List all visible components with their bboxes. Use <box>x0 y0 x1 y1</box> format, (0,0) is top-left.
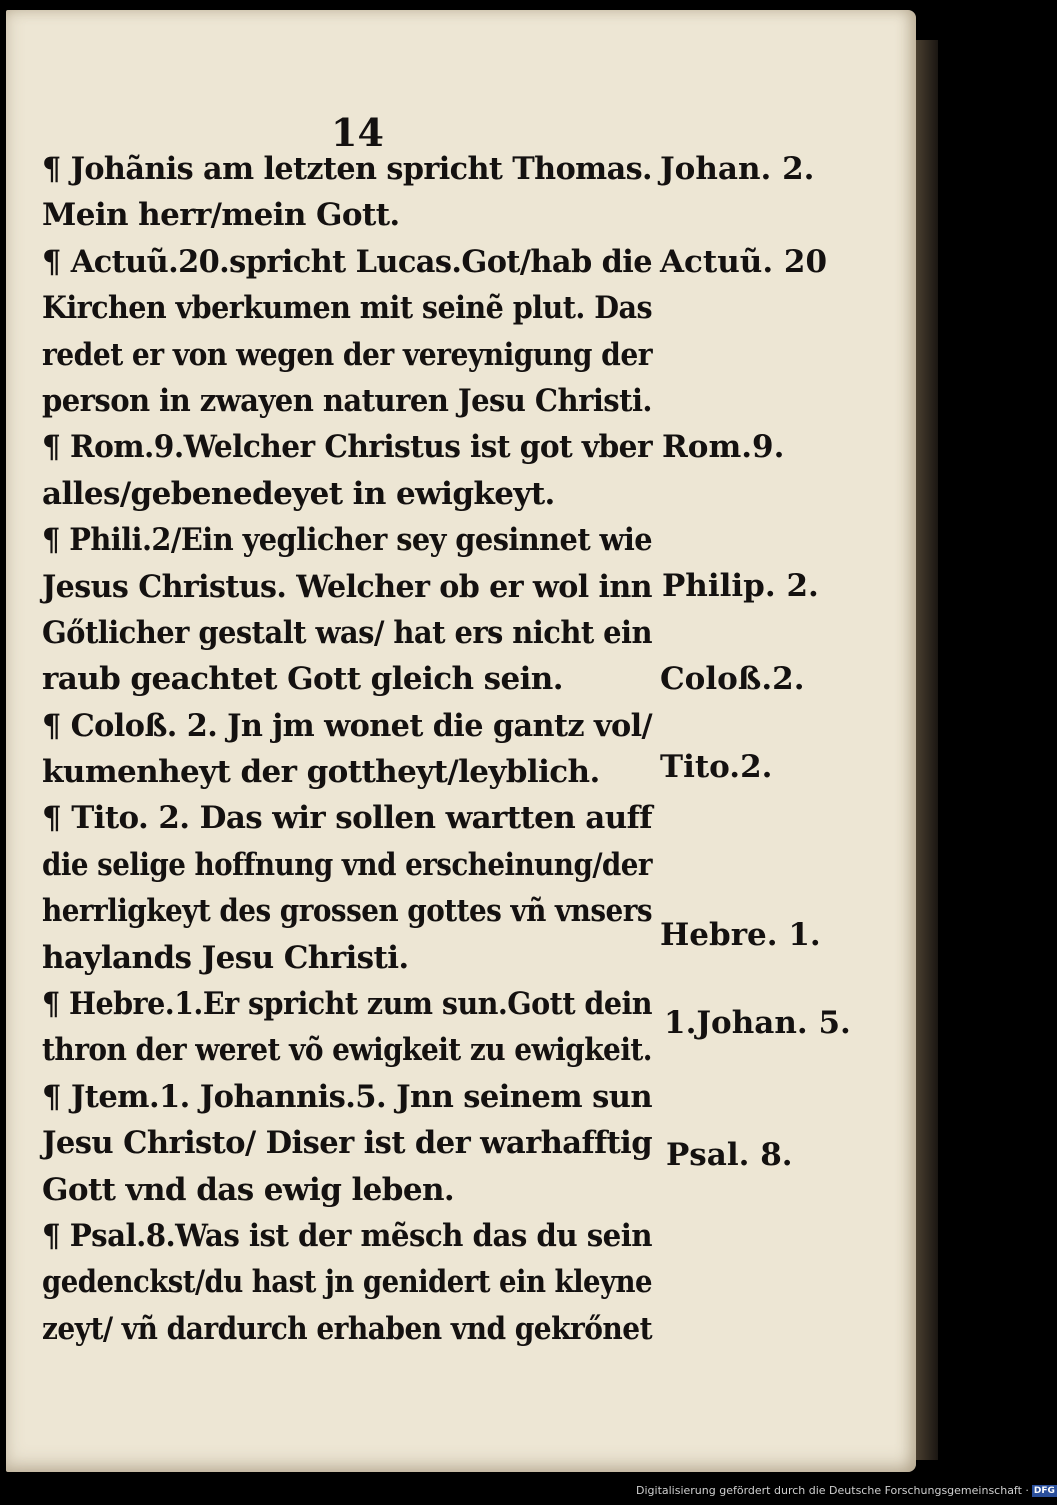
text-line <box>42 1074 662 1120</box>
margin-note: Hebre. 1. <box>660 917 821 953</box>
text-line <box>42 610 662 656</box>
text-line-content: ¶ Psal.8.Was ist der mẽsch das du sein <box>42 1217 652 1254</box>
margin-note: Johan. 2. <box>660 151 815 187</box>
text-line-content: Gőtlicher gestalt was/ hat ers nicht ein <box>42 614 652 651</box>
text-line-content: Jesu Christo/ Diser ist der warhafftig <box>42 1125 652 1162</box>
text-line-content: raub geachtet Gott gleich sein. <box>42 661 563 698</box>
text-line-content: ¶ Tito. 2. Das wir sollen wartten auff <box>42 800 652 837</box>
text-line <box>42 192 662 238</box>
text-line <box>42 332 662 378</box>
text-line-content: thron der weret võ ewigkeit zu ewigkeit. <box>42 1032 652 1069</box>
text-line-content: Gott vnd das ewig leben. <box>42 1171 455 1208</box>
text-line-content: ¶ Hebre.1.Er spricht zum sun.Gott dein <box>42 986 652 1023</box>
text-line <box>42 564 662 610</box>
book-edge <box>916 40 938 1460</box>
text-line <box>42 239 662 285</box>
margin-note: Actuũ. 20 <box>660 244 828 280</box>
text-line-content: redet er von wegen der vereynigung der <box>42 336 652 373</box>
text-line <box>42 656 662 702</box>
text-line-content: ¶ Actuũ.20.spricht Lucas.Got/hab die <box>42 243 652 280</box>
text-line-content: gedenckst/du hast jn genidert ein kleyne <box>42 1264 652 1301</box>
text-line <box>42 146 662 192</box>
margin-note: Psal. 8. <box>666 1137 793 1173</box>
text-line <box>42 1306 662 1352</box>
page-number: 14 <box>331 110 384 155</box>
text-line <box>42 749 662 795</box>
text-line <box>42 888 662 934</box>
text-line <box>42 1259 662 1305</box>
text-line-content: person in zwayen naturen Jesu Christi. <box>42 382 652 419</box>
text-line-content: Mein herr/mein Gott. <box>42 197 400 234</box>
text-line-content: haylands Jesu Christi. <box>42 939 409 976</box>
margin-note: 1.Johan. 5. <box>664 1005 851 1041</box>
text-line <box>42 1027 662 1073</box>
text-line <box>42 517 662 563</box>
text-line-content: kumenheyt der gottheyt/leyblich. <box>42 754 600 791</box>
margin-note: Coloß.2. <box>660 661 805 697</box>
text-line <box>42 1167 662 1213</box>
text-line-content: alles/gebenedeyet in ewigkeyt. <box>42 475 555 512</box>
text-line <box>42 1120 662 1166</box>
text-line <box>42 703 662 749</box>
text-line-content: ¶ Phili.2/Ein yeglicher sey gesinnet wie <box>42 522 652 559</box>
margin-note: Rom.9. <box>662 429 785 465</box>
text-line-content: ¶ Coloß. 2. Jn jm wonet die gantz vol/ <box>42 707 652 744</box>
text-line <box>42 424 662 470</box>
margin-note: Tito.2. <box>660 749 773 785</box>
text-line-content: Kirchen vberkumen mit seinẽ plut. Das <box>42 290 652 327</box>
dfg-logo: DFG <box>1033 1486 1055 1496</box>
text-line <box>42 795 662 841</box>
text-line-content: Jesus Christus. Welcher ob er wol inn <box>42 568 652 605</box>
text-line-content: ¶ Johãnis am letzten spricht Thomas. <box>42 151 652 187</box>
text-line <box>42 1213 662 1259</box>
text-line <box>42 981 662 1027</box>
text-line-content: herrligkeyt des grossen gottes vñ vnsers <box>42 893 652 930</box>
digitization-credit <box>636 1484 1055 1497</box>
text-line <box>42 378 662 424</box>
text-line <box>42 842 662 888</box>
text-line <box>42 285 662 331</box>
text-line-content: zeyt/ vñ dardurch erhaben vnd gekrőnet <box>42 1310 652 1347</box>
text-line <box>42 935 662 981</box>
margin-note: Philip. 2. <box>662 568 819 604</box>
body-text <box>42 146 662 1352</box>
text-line-content: die selige hoffnung vnd erscheinung/der <box>42 846 652 883</box>
text-line <box>42 471 662 517</box>
text-line-content: ¶ Rom.9.Welcher Christus ist got vber <box>42 429 652 466</box>
credit-text: Digitalisierung gefördert durch die Deutsche Forschungsgemeinschaft · <box>636 1484 1029 1497</box>
text-line-content: ¶ Jtem.1. Johannis.5. Jnn seinem sun <box>42 1078 652 1115</box>
